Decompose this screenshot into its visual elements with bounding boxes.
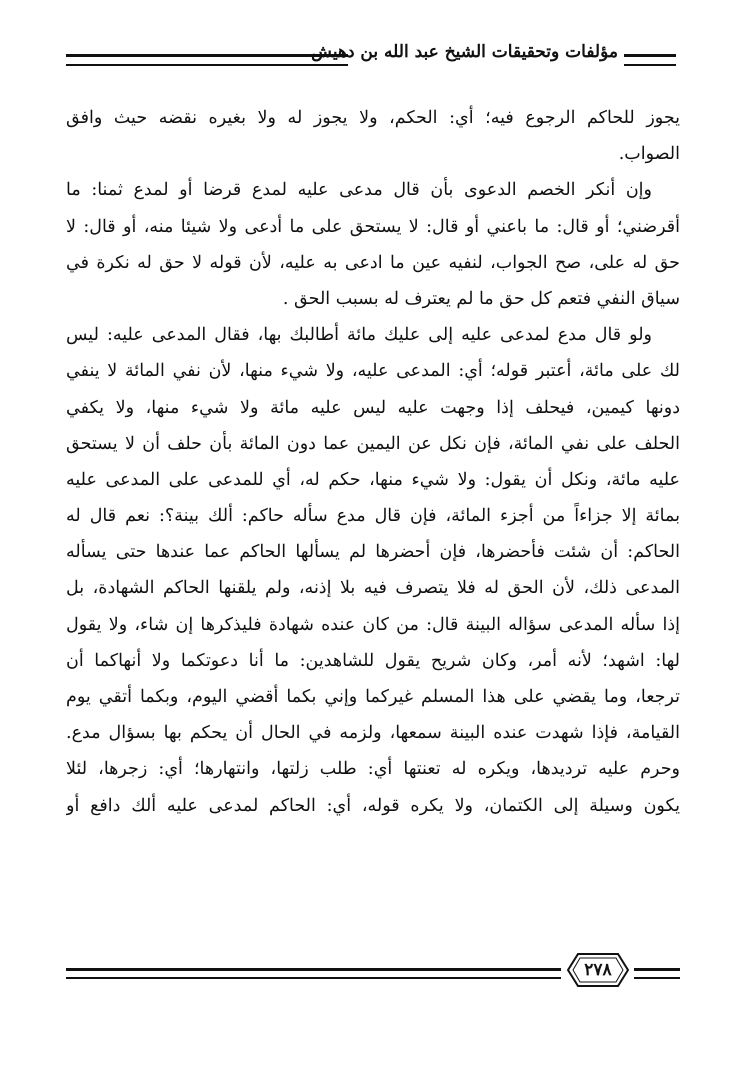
- header-rule-left: [66, 54, 348, 66]
- page-number: ٢٧٨: [584, 960, 612, 980]
- header-title: مؤلفات وتحقيقات الشيخ عبد الله بن دهيش: [311, 42, 618, 62]
- text-line: ولو قال مدع لمدعى عليه إلى عليك مائة أطالبك بها، فقال المدعى عليه: ليس: [66, 325, 652, 346]
- running-header: [66, 40, 676, 70]
- page-number-badge: [566, 952, 630, 988]
- text-line: ترجعا، وما يقضي على هذا المسلم غيركما وإني بكما أقضي اليوم، وبكما أتقي يوم: [66, 687, 680, 707]
- page-footer: [66, 946, 680, 996]
- text-line: الصواب.: [618, 144, 680, 165]
- text-line: أقرضني؛ أو قال: ما باعني أو قال: لا يستحق على ما أدعى ولا شيئا منه، أو قال: لا: [66, 216, 680, 237]
- header-rule-right: [624, 54, 676, 66]
- text-line: لها: اشهد؛ لأنه أمر، وكان شريح يقول للشاهدين: ما أنا دعوتكما ولا أنهاكما أن: [66, 650, 680, 671]
- text-line: إذا سأله المدعى سؤاله البينة قال: من كان عنده شهادة فليذكرها إن شاء، ولا يقول: [66, 614, 680, 635]
- text-line: سياق النفي فتعم كل حق ما لم يعترف له بسبب الحق .: [282, 288, 680, 309]
- footer-rule-right: [634, 968, 680, 979]
- text-line: يجوز للحاكم الرجوع فيه؛ أي: الحكم، ولا يجوز له ولا بغيره نقضه حيث وافق: [66, 108, 680, 128]
- text-line: الحاكم: أن شئت فأحضرها، فإن أحضرها لم يسألها الحاكم عما عندها حتى يسأله: [66, 542, 680, 563]
- text-line: وحرم عليه ترديدها، ويكره له تعنتها أي: طلب زلتها، وانتهارها؛ أي: زجرها، لئلا: [66, 759, 680, 780]
- text-line: يكون وسيلة إلى الكتمان، ولا يكره قوله، أي: الحاكم لمدعى عليه ألك دافع أو: [66, 795, 680, 816]
- footer-rule-left: [66, 968, 561, 979]
- text-line: لك على مائة، أعتبر قوله؛ أي: المدعى عليه، ولا شيء منها، لأن نفي المائة لا ينفي: [66, 361, 680, 382]
- text-line: دونها كيمين، فيحلف إذا وجهت عليه ليس عليه مائة ولا شيء منها، ولا يكفي: [66, 397, 680, 418]
- text-line: الحلف على نفي المائة، فإن نكل عن اليمين عما دون المائة بأن حلف أن لا يستحق: [66, 433, 680, 454]
- text-line: المدعى ذلك، لأن الحق له فلا يتصرف فيه بلا إذنه، ولم يلقنها الحاكم الشهادة، بل: [66, 578, 680, 599]
- text-line: وإن أنكر الخصم الدعوى بأن قال مدعى عليه لمدع قرضا أو لمدع ثمنا: ما: [66, 180, 652, 201]
- page-body: [66, 100, 680, 824]
- text-line: القيامة، فإذا شهدت عنده البينة سمعها، ولزمه في الحال أن يحكم بها بسؤال مدع.: [66, 723, 680, 744]
- text-line: بمائة إلا جزاءاً من أجزء المائة، فإن قال مدع سأله حاكم: ألك بينة؟: نعم قال له: [66, 506, 680, 527]
- text-line: عليه مائة، ونكل أن يقول: ولا شيء منها، حكم له، أي للمدعى على المدعى عليه: [66, 469, 680, 490]
- text-line: حق له على، صح الجواب، لنفيه عين ما ادعى به عليه، لأن قوله لا حق له نكرة في: [66, 252, 680, 273]
